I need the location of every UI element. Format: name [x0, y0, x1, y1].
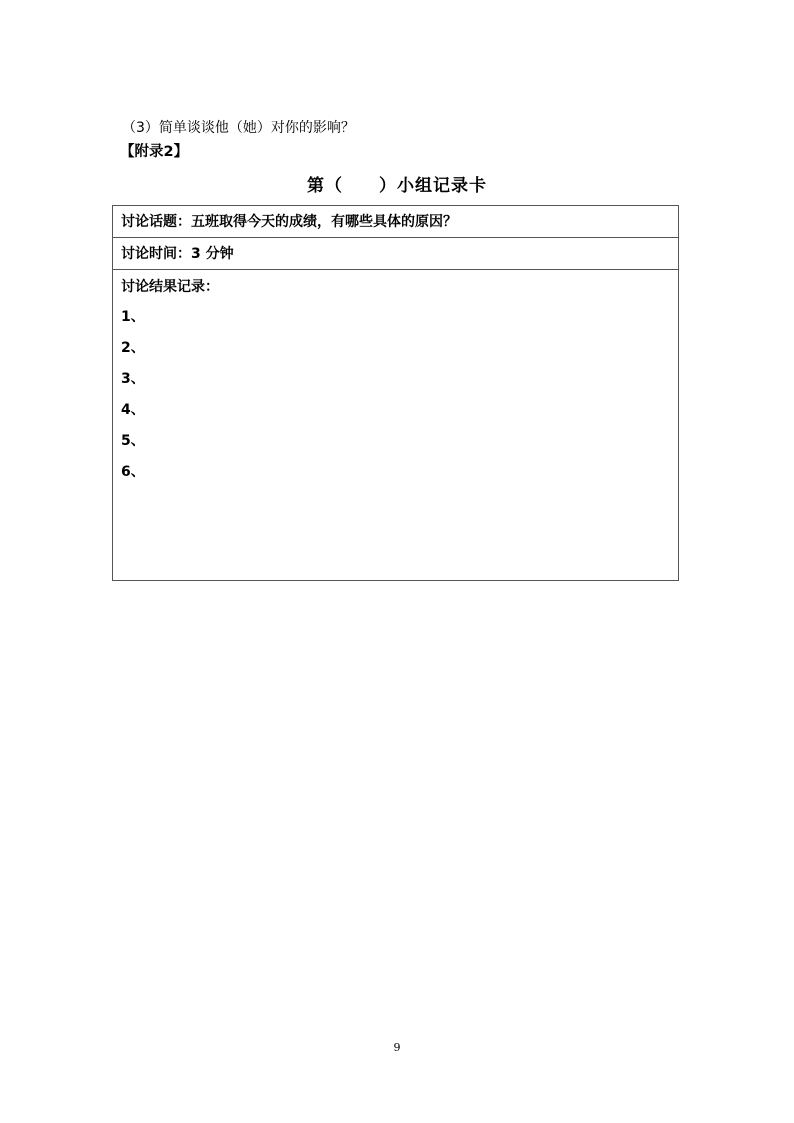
topic-row — [113, 206, 678, 238]
appendix-label: 【附录2】 — [120, 144, 189, 160]
time-row — [113, 238, 678, 270]
question-text: （3）简单谈谈他（她）对你的影响？ — [122, 120, 355, 136]
results-label: 讨论结果记录： — [121, 279, 219, 295]
page-number: 9 — [393, 1041, 401, 1054]
time-text: 讨论时间：3 分钟 — [121, 246, 234, 262]
result-item-3: 3、 — [121, 371, 145, 387]
result-item-5: 5、 — [121, 433, 145, 449]
result-item-6: 6、 — [121, 464, 145, 480]
record-card-table — [112, 205, 679, 581]
result-item-1: 1、 — [121, 309, 145, 325]
result-item-4: 4、 — [121, 402, 145, 418]
result-item-2: 2、 — [121, 340, 145, 356]
topic-text: 讨论话题：五班取得今天的成绩，有哪些具体的原因？ — [121, 214, 457, 230]
record-card-title: 第（ ）小组记录卡 — [307, 176, 487, 196]
results-area[interactable] — [113, 270, 678, 580]
